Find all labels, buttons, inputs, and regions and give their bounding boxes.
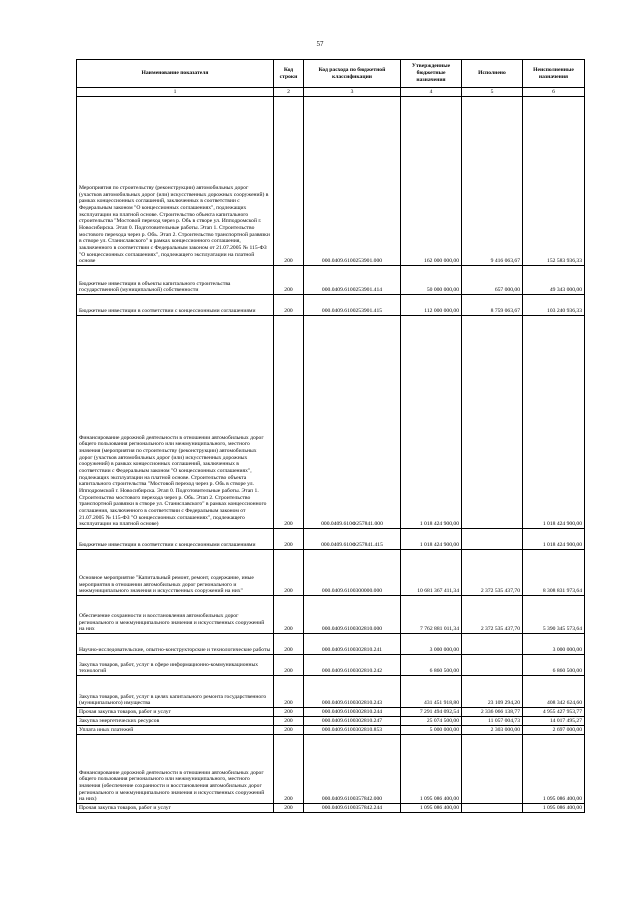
- unexecuted-amount: 6 860 500,00: [523, 655, 585, 676]
- executed-amount: 2 303 000,00: [462, 726, 523, 735]
- unexecuted-amount: 1 018 424 900,00: [523, 316, 585, 529]
- indicator-name: Прочая закупка товаров, работ и услуг: [77, 804, 274, 813]
- line-code: 200: [274, 266, 304, 295]
- line-code: 200: [274, 295, 304, 316]
- table-row: [77, 316, 585, 529]
- executed-amount: 11 057 004,73: [462, 717, 523, 726]
- budget-code: 000.0409.6100302810.241: [304, 634, 401, 655]
- line-code: 200: [274, 735, 304, 804]
- approved-amount: 1 018 424 900,00: [401, 529, 462, 550]
- budget-code: 000.0409.6100302810.242: [304, 655, 401, 676]
- unexecuted-amount: 408 342 624,60: [523, 676, 585, 708]
- unexecuted-amount: 1 095 086 400,00: [523, 804, 585, 813]
- table-row: [77, 676, 585, 708]
- approved-amount: 3 000 000,00: [401, 634, 462, 655]
- budget-code: 000.0409.6100253901.000: [304, 97, 401, 266]
- indicator-name: Бюджетные инвестиции в объекты капитального строительства государственной (муниципальной) собственности: [77, 266, 274, 295]
- header-row: [77, 60, 585, 88]
- indicator-name: Прочая закупка товаров, работ и услуг: [77, 708, 274, 717]
- approved-amount: 1 095 086 400,00: [401, 735, 462, 804]
- budget-code: 000.0409.6100302810.247: [304, 717, 401, 726]
- unexecuted-amount: 49 343 000,00: [523, 266, 585, 295]
- table-row: [77, 634, 585, 655]
- approved-amount: 1 095 086 400,00: [401, 804, 462, 813]
- budget-code: 000.0409.6100300000.000: [304, 550, 401, 596]
- budget-code: 000.0409.6100302810.243: [304, 676, 401, 708]
- page-number: 57: [316, 40, 324, 48]
- indicator-name: Основное мероприятие "Капитальный ремонт, ремонт, содержание, иные мероприятия в отношении автомобильных дорог регионального и межмуниципального значения и искусственных сооружений на них": [77, 550, 274, 596]
- line-code: 200: [274, 708, 304, 717]
- table-row: [77, 295, 585, 316]
- indicator-name: Научно-исследовательские, опытно-конструкторские и технологические работы: [77, 634, 274, 655]
- table-row: [77, 529, 585, 550]
- executed-amount: 23 109 294,20: [462, 676, 523, 708]
- indicator-name: Закупка товаров, работ, услуг в сфере информационно-коммуникационных технологий: [77, 655, 274, 676]
- table-row: [77, 735, 585, 804]
- line-code: 200: [274, 596, 304, 634]
- executed-amount: [462, 634, 523, 655]
- unexecuted-amount: 14 017 495,27: [523, 717, 585, 726]
- executed-amount: [462, 735, 523, 804]
- executed-amount: 2 372 535 437,70: [462, 550, 523, 596]
- table-row: [77, 708, 585, 717]
- indicator-name: Закупка энергетических ресурсов: [77, 717, 274, 726]
- unexecuted-amount: 1 095 086 400,00: [523, 735, 585, 804]
- unexecuted-amount: 5 390 345 573,64: [523, 596, 585, 634]
- line-code: 200: [274, 634, 304, 655]
- column-number: 2: [274, 88, 304, 97]
- column-number: 6: [523, 88, 585, 97]
- budget-execution-table: [76, 59, 585, 813]
- approved-amount: 431 451 918,80: [401, 676, 462, 708]
- budget-code: 000.0409.6100302810.000: [304, 596, 401, 634]
- budget-code: 000.0409.6100302810.853: [304, 726, 401, 735]
- table-row: [77, 655, 585, 676]
- approved-amount: 1 018 424 900,00: [401, 316, 462, 529]
- header-line-code: Код строки: [274, 60, 304, 88]
- line-code: 200: [274, 804, 304, 813]
- indicator-name: Финансирование дорожной деятельности в отношении автомобильных дорог общего пользования регионального или межмуниципального, местного значения (мероприятия по строительству (реконструкции) автомобильных дорог (участков автомобильных дорог (или) искусственных дорожных сооружений) в рамках концессионных соглашений, заключенных в соответствии с Федеральным законом "О концессионных соглашениях", подлежащих эксплуатации на платной основе. Строительство объекта капитального строительства "Мостовой переход через р. Обь в створе ул. Ипподромской г. Новосибирска. Этап 0. Подготовительные работы. Этап 1. Строительство мостового перехода через р. Обь. Этап 2. Строительство транспортной развязки в створе ул. Станиславского" в рамках концессионного соглашения, заключенного в соответствии с Федеральным законом от 21.07.2005 № 115-ФЗ "О концессионных соглашениях", подлежащего эксплуатации на платной основе): [77, 316, 274, 529]
- indicator-name: Бюджетные инвестиции в соответствии с концессионными соглашениями: [77, 529, 274, 550]
- executed-amount: 657 000,00: [462, 266, 523, 295]
- unexecuted-amount: 8 308 831 973,64: [523, 550, 585, 596]
- column-number: 4: [401, 88, 462, 97]
- approved-amount: 7 762 881 011,34: [401, 596, 462, 634]
- approved-amount: 112 000 000,00: [401, 295, 462, 316]
- budget-code: 000.0409.6100253901.414: [304, 266, 401, 295]
- approved-amount: 162 000 000,00: [401, 97, 462, 266]
- line-code: 200: [274, 316, 304, 529]
- table-row: [77, 804, 585, 813]
- line-code: 200: [274, 97, 304, 266]
- executed-amount: 2 372 535 437,70: [462, 596, 523, 634]
- approved-amount: 25 074 500,00: [401, 717, 462, 726]
- approved-amount: 10 681 367 411,34: [401, 550, 462, 596]
- table-row: [77, 717, 585, 726]
- unexecuted-amount: 2 697 000,00: [523, 726, 585, 735]
- table-row: [77, 726, 585, 735]
- approved-amount: 5 000 000,00: [401, 726, 462, 735]
- budget-code: 000.0409.6100253901.415: [304, 295, 401, 316]
- column-number: 1: [77, 88, 274, 97]
- table-row: [77, 596, 585, 634]
- approved-amount: 50 000 000,00: [401, 266, 462, 295]
- indicator-name: Финансирование дорожной деятельности в отношении автомобильных дорог общего пользования регионального или межмуниципального, местного значения (обеспечение сохранности и восстановления автомобильных дорог регионального и межмуниципального значения и искусственных сооружений на них): [77, 735, 274, 804]
- header-unexecuted: Неисполненные назначения: [523, 60, 585, 88]
- table-row: [77, 266, 585, 295]
- line-code: 200: [274, 529, 304, 550]
- table-row: [77, 550, 585, 596]
- unexecuted-amount: 103 240 936,33: [523, 295, 585, 316]
- budget-code: 000.0409.610Ф257841.000: [304, 316, 401, 529]
- line-code: 200: [274, 726, 304, 735]
- indicator-name: Мероприятия по строительству (реконструкции) автомобильных дорог (участков автомобильных дорог (или) искусственных дорожных сооружений) в рамках концессионных соглашений, заключенных в соответствии с Федеральным законом "О концессионных соглашениях", подлежащих эксплуатации на платной основе. Строительство объекта капитального строительства "Мостовой переход через р. Обь в створе ул. Ипподромской г. Новосибирска. Этап 0. Подготовительные работы. Этап 1. Строительство мостового перехода через р. Обь. Этап 2. Строительство транспортной развязки в створе ул. Станиславского" в рамках концессионного соглашения, заключенного в соответствии с Федеральным законом от 21.07.2005 № 115-ФЗ "О концессионных соглашениях", подлежащего эксплуатации на платной основе: [77, 97, 274, 266]
- line-code: 200: [274, 676, 304, 708]
- header-indicator-name: Наименование показателя: [77, 60, 274, 88]
- column-number: 5: [462, 88, 523, 97]
- budget-code: 000.0409.6100357842.000: [304, 735, 401, 804]
- indicator-name: Обеспечение сохранности и восстановления автомобильных дорог регионального и межмуниципального значения и искусственных сооружений на них: [77, 596, 274, 634]
- executed-amount: 9 416 063,67: [462, 97, 523, 266]
- column-number-row: [77, 88, 585, 97]
- approved-amount: 6 860 500,00: [401, 655, 462, 676]
- unexecuted-amount: 1 018 424 900,00: [523, 529, 585, 550]
- unexecuted-amount: 152 583 936,33: [523, 97, 585, 266]
- header-budget-code: Код расхода по бюджетной классификации: [304, 60, 401, 88]
- column-number: 3: [304, 88, 401, 97]
- line-code: 200: [274, 550, 304, 596]
- budget-code: 000.0409.6100357842.244: [304, 804, 401, 813]
- executed-amount: [462, 804, 523, 813]
- executed-amount: [462, 529, 523, 550]
- budget-code: 000.0409.6100302810.244: [304, 708, 401, 717]
- header-approved: Утвержденные бюджетные назначения: [401, 60, 462, 88]
- executed-amount: 2 336 066 138,77: [462, 708, 523, 717]
- unexecuted-amount: 3 000 000,00: [523, 634, 585, 655]
- executed-amount: [462, 316, 523, 529]
- indicator-name: Закупка товаров, работ, услуг в целях капитального ремонта государственного (муниципального) имущества: [77, 676, 274, 708]
- line-code: 200: [274, 655, 304, 676]
- budget-code: 000.0409.610Ф257841.415: [304, 529, 401, 550]
- executed-amount: 8 759 063,67: [462, 295, 523, 316]
- indicator-name: Бюджетные инвестиции в соответствии с концессионными соглашениями: [77, 295, 274, 316]
- indicator-name: Уплата иных платежей: [77, 726, 274, 735]
- approved-amount: 7 291 494 092,54: [401, 708, 462, 717]
- header-executed: Исполнено: [462, 60, 523, 88]
- table-row: [77, 97, 585, 266]
- executed-amount: [462, 655, 523, 676]
- line-code: 200: [274, 717, 304, 726]
- unexecuted-amount: 4 955 427 953,77: [523, 708, 585, 717]
